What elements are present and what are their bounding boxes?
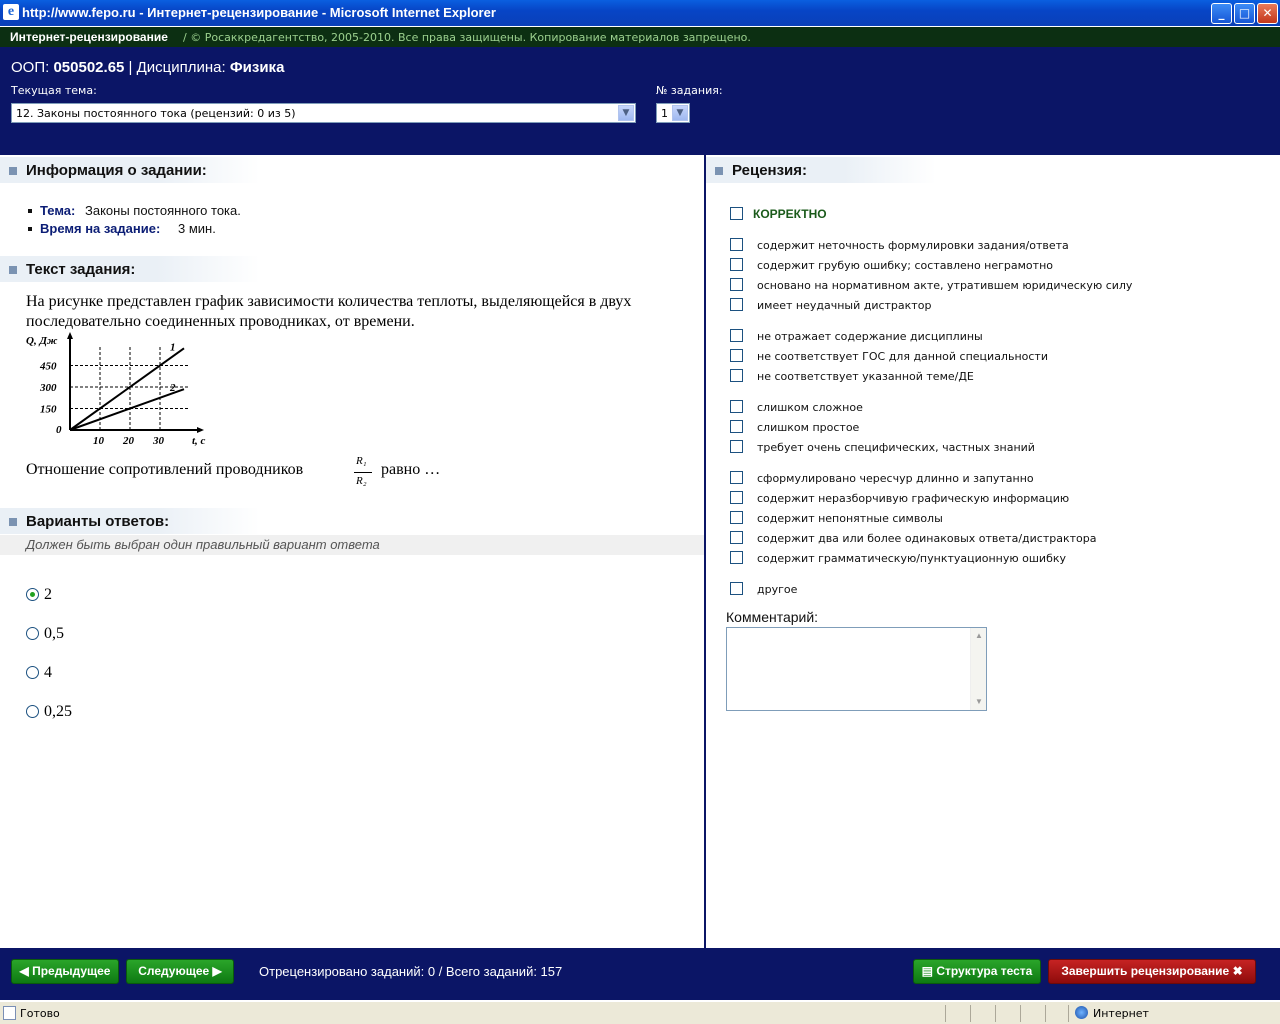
status-divider [970,1005,971,1022]
info-topic-value: Законы постоянного тока. [85,203,241,218]
answers-section-header [0,508,260,534]
review-section-header [706,157,936,183]
review-progress: Отрецензировано заданий: 0 / Всего заданий: 157 [259,964,563,979]
answers-heading: Варианты ответов: [26,513,170,530]
next-button-label: Следующее [138,964,210,978]
task-heading: Текст задания: [26,261,136,278]
oop-separator: | [128,59,133,76]
window-title: http://www.fepo.ru - Интернет-рецензирование - Microsoft Internet Explorer [22,5,496,20]
review-criterion-label: не соответствует ГОС для данной специальности [757,350,1048,363]
review-criterion-label: содержит непонятные символы [757,512,943,525]
answers-hint: Должен быть выбран один правильный вариант ответа [26,537,380,552]
status-divider [1068,1005,1069,1022]
triangle-left-icon: ◀ [19,964,29,978]
checkbox[interactable] [730,531,743,544]
security-zone: Интернет [1093,1007,1149,1020]
checkbox[interactable] [730,511,743,524]
review-criterion-label: сформулировано чересчур длинно и запутанно [757,472,1034,485]
checkbox[interactable] [730,491,743,504]
browser-statusbar [0,1001,1280,1024]
maximize-button[interactable]: □ [1234,3,1255,24]
scroll-up-icon[interactable]: ▲ [975,631,983,640]
answer-option-label: 0,5 [44,625,64,642]
checkbox[interactable] [730,278,743,291]
task-text: На рисунке представлен график зависимости количества теплоты, выделяющейся в двух последовательно соединенных проводниках, от времени. [26,293,632,330]
info-heading: Информация о задании: [26,162,207,179]
topic-select[interactable] [11,103,636,123]
checkbox[interactable] [730,400,743,413]
oop-line [11,59,284,76]
chevron-down-icon: ▼ [672,105,688,121]
review-criterion-label: не соответствует указанной теме/ДЕ [757,370,974,383]
square-bullet-icon [9,167,17,175]
review-criterion-label: требует очень специфических, частных знаний [757,441,1035,454]
task-number-label: № задания: [656,84,723,97]
origin-label: 0 [56,424,62,436]
review-criterion-label: содержит два или более одинаковых ответа/дистрактора [757,532,1097,545]
test-structure-button[interactable] [913,959,1041,984]
brand-strip [0,27,1280,47]
minimize-button[interactable]: _ [1211,3,1232,24]
window-titlebar [0,0,1280,26]
answers-hint-bar [0,535,704,555]
info-time-key: Время на задание: [40,221,161,236]
ratio-numerator: R₁ [356,455,367,467]
series-label: 2 [170,382,176,395]
square-bullet-icon [9,266,17,274]
chart-series [70,348,184,430]
finish-review-button[interactable] [1048,959,1256,984]
answer-option-label: 0,25 [44,703,72,720]
radio-button[interactable] [26,705,39,718]
square-bullet-icon [9,518,17,526]
list-icon: ▤ [921,964,933,978]
task-section-header [0,256,260,282]
x-axis-arrow [197,427,204,433]
discipline-label: Дисциплина: [136,59,226,76]
checkbox[interactable] [730,298,743,311]
comment-label: Комментарий: [726,609,819,625]
y-axis-arrow [67,332,73,339]
fraction-bar [354,472,372,473]
checkbox[interactable] [730,440,743,453]
ratio-question-end: равно … [381,461,441,478]
status-divider [945,1005,946,1022]
checkbox[interactable] [730,258,743,271]
radio-button[interactable] [26,627,39,640]
ratio-denominator: R₂ [356,475,367,487]
bullet-icon [28,227,32,231]
checkbox[interactable] [730,582,743,595]
finish-review-label: Завершить рецензирование [1061,964,1230,978]
answer-option-label: 4 [44,664,52,681]
close-button[interactable]: ✕ [1257,3,1278,24]
checkbox[interactable] [730,551,743,564]
topic-label: Текущая тема: [11,84,97,97]
checkbox[interactable] [730,369,743,382]
ratio-question: Отношение сопротивлений проводников [26,461,304,478]
comment-scrollbar[interactable] [970,628,986,710]
radio-button[interactable] [26,666,39,679]
previous-button-label: Предыдущее [32,964,111,978]
review-criterion-label: слишком сложное [757,401,863,414]
checkbox[interactable] [730,471,743,484]
x-axis-label: t, c [192,435,206,447]
task-number-select[interactable] [656,103,690,123]
review-heading: Рецензия: [732,162,808,179]
x-tick-label: 30 [153,435,164,447]
scroll-down-icon[interactable]: ▼ [975,697,983,706]
globe-icon [1075,1006,1088,1019]
chevron-down-icon: ▼ [618,105,634,121]
series-label: 1 [170,341,176,354]
review-panel [706,155,1280,948]
checkbox[interactable] [730,238,743,251]
y-tick-label: 450 [40,360,57,373]
checkbox[interactable] [730,349,743,362]
status-text: Готово [20,1007,60,1020]
page-header [0,47,1280,155]
review-criterion-label: содержит неразборчивую графическую информацию [757,492,1070,505]
info-topic-key: Тема: [40,203,76,218]
page-icon [3,1006,16,1020]
review-criterion-label: содержит грамматическую/пунктуационную ошибку [757,552,1067,565]
review-criterion-label: содержит грубую ошибку; составлено неграмотно [757,259,1053,272]
brand-name: Интернет-рецензирование [10,30,168,44]
heat-time-chart [24,332,214,452]
bullet-icon [28,209,32,213]
review-criterion-label: слишком простое [757,421,860,434]
status-divider [1045,1005,1046,1022]
copyright-text: / © Росаккредагентство, 2005-2010. Все права защищены. Копирование материалов запрещено. [183,31,751,44]
checkbox[interactable] [730,207,743,220]
answer-option-label: 2 [44,586,52,603]
radio-button-selected[interactable] [26,588,39,601]
task-number-value: 1 [661,107,668,120]
oop-value: 050502.65 [53,59,125,76]
review-criterion-label: содержит неточность формулировки задания/ответа [757,239,1069,252]
y-tick-label: 150 [40,403,57,416]
y-tick-label: 300 [40,382,57,394]
test-structure-label: Структура теста [936,964,1033,978]
series-line [70,348,184,430]
topic-select-value: 12. Законы постоянного тока (рецензий: 0 из 5) [16,107,296,120]
previous-button[interactable] [11,959,119,984]
status-divider [995,1005,996,1022]
comment-textarea[interactable] [726,627,987,711]
checkbox[interactable] [730,329,743,342]
info-section-header [0,157,260,183]
x-tick-label: 20 [123,435,134,447]
review-criterion-label: имеет неудачный дистрактор [757,299,932,312]
checkbox[interactable] [730,420,743,433]
review-correct-label: КОРРЕКТНО [753,207,827,221]
triangle-right-icon: ▶ [212,964,222,978]
close-x-icon: ✖ [1232,964,1243,978]
review-criterion-label: не отражает содержание дисциплины [757,330,983,343]
status-divider [1020,1005,1021,1022]
x-tick-label: 10 [93,435,104,447]
footer-bar [0,948,1280,1000]
series-line [70,389,184,430]
info-time-value: 3 мин. [178,221,216,236]
oop-label: ООП: [11,59,50,76]
square-bullet-icon [715,167,723,175]
review-criterion-label: основано на нормативном акте, утратившем юридическую силу [757,279,1133,292]
next-button[interactable] [126,959,234,984]
ie-icon: e [3,4,19,20]
y-axis-label: Q, Дж [26,335,58,347]
review-criterion-label: другое [757,583,798,596]
discipline-value: Физика [229,59,285,76]
